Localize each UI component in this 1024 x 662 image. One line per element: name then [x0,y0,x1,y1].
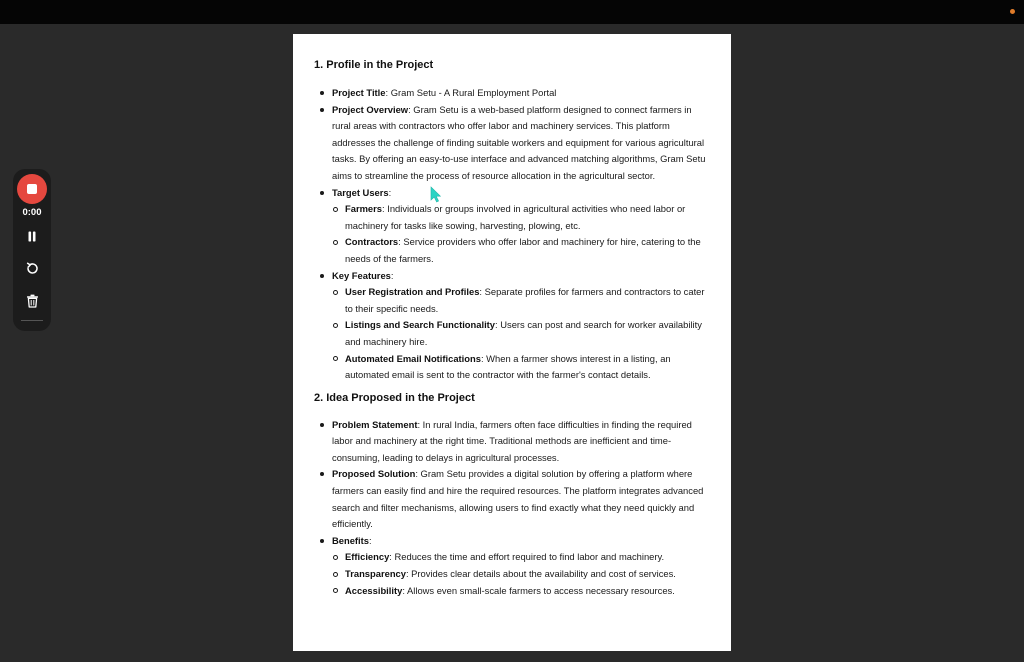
item-text: : Gram Setu is a web-based platform designed to connect farmers in rural areas with contractors who offer labor and machinery services. This platform addresses the challenge of finding suitable workers and equipment for various agricultural tasks. By offering an easy-to-use interface and advanced matching algorithms, Gram Setu aims to streamline the process of resource allocation in the agricultural sector. [332,103,706,181]
screen-recorder-toolbar [13,169,51,331]
list-item-efficiency [332,549,709,566]
section-heading-idea: 2. Idea Proposed in the Project [314,391,475,404]
item-label: Listings and Search Functionality [345,319,496,331]
item-label: Farmers [345,203,383,215]
item-label: Accessibility [345,584,403,596]
stop-recording-button[interactable] [17,174,47,204]
list-item-transparency [332,566,709,583]
list-item-contractors [332,234,709,267]
item-label: Efficiency [345,551,390,563]
item-label: Contractors [345,236,399,248]
item-label: User Registration and Profiles [345,286,480,298]
list-item-project-title [314,85,709,102]
item-text: : Individuals or groups involved in agricultural activities who need labor or machinery for tasks like sowing, harvesting, plowing, etc. [345,203,686,231]
list-item-registration [332,284,709,317]
profile-list [314,85,709,384]
list-item-listings [332,317,709,350]
document-page [293,34,731,651]
item-text: : In rural India, farmers often face difficulties in finding the required labor and machinery at the right time. Traditional methods are inefficient and time-consuming, leading to delays in agricultural processes. [332,418,692,463]
toolbar-divider [21,320,43,321]
stop-icon [27,184,37,194]
target-users-sublist [332,201,709,267]
section-heading-profile: 1. Profile in the Project [314,59,434,71]
list-item-project-overview [314,102,709,185]
item-text: : Gram Setu provides a digital solution by offering a platform where farmers can easily find and hire the required resources. The platform integrates advanced search and filter mechanisms, allowing users to find exactly what they need quickly and efficiently. [332,468,704,530]
item-label: Automated Email Notifications [345,352,481,364]
restart-button[interactable] [22,258,42,278]
mouse-cursor-icon [430,186,441,208]
item-label: Proposed Solution [332,468,416,480]
item-label: Project Title [332,87,386,98]
idea-list [314,417,709,600]
item-text: : Separate profiles for farmers and contractors to cater to their specific needs. [345,286,705,314]
list-item-problem [314,417,709,467]
item-text: : Users can post and search for worker availability and machinery hire. [345,319,702,347]
trash-icon [26,294,39,308]
key-features-sublist [332,284,709,384]
restart-icon [25,261,40,276]
pause-icon [27,231,37,242]
item-text: : [390,269,394,281]
item-label: Problem Statement [332,418,418,430]
item-text: : Service providers who offer labor and machinery for hire, catering to the needs of the farmers. [345,236,701,264]
item-label: Key Features [332,269,391,281]
item-label: Benefits [332,534,369,546]
list-item-key-features [314,268,709,384]
item-text: : When a farmer shows interest in a listing, an automated email is sent to the contractor with the farmer's contact details. [345,352,671,381]
item-label: Project Overview [332,103,409,115]
list-item-target-users [314,185,709,268]
item-text: : Reduces the time and effort required to find labor and machinery. [389,551,665,563]
top-bar [0,0,1024,24]
item-text: : [388,186,392,198]
recording-timer: 0:00 [22,207,42,218]
item-label: Target Users [332,186,389,198]
list-item-benefits [314,533,709,599]
delete-recording-button[interactable] [22,291,42,311]
list-item-accessibility [332,583,709,600]
item-text: : Provides clear details about the availability and cost of services. [405,568,676,580]
item-label: Transparency [345,568,406,580]
list-item-farmers [332,201,709,234]
item-text: : Allows even small-scale farmers to access necessary resources. [402,584,675,596]
status-dot-icon [1010,9,1015,14]
item-text: : [369,534,372,546]
list-item-solution [314,466,709,532]
item-text: : Gram Setu - A Rural Employment Portal [385,87,557,98]
benefits-sublist [332,549,709,599]
list-item-email [332,351,709,384]
pause-button[interactable] [22,226,42,246]
